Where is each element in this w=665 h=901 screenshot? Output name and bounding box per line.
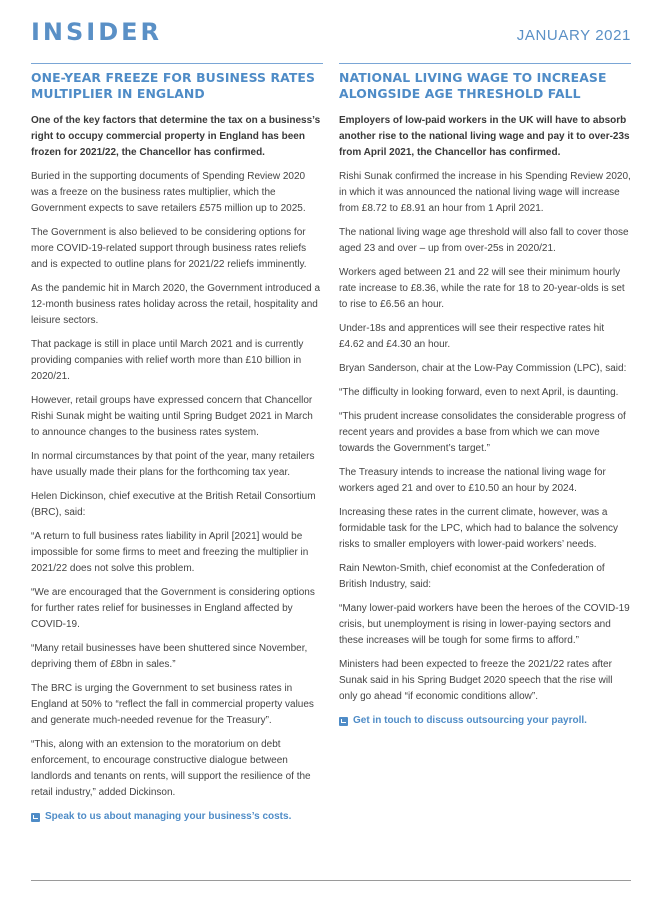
paragraph: “A return to full business rates liability in April [2021] would be impossible for some firms to meet and freezing the multiplier in 2021/22 does not solve this problem. (31, 531, 309, 574)
issue-date: JANUARY 2021 (516, 27, 631, 44)
article-business-rates (31, 63, 323, 825)
paragraph: The national living wage age threshold will also fall to cover those aged 23 and over – up from over-25s in 2020/21. (339, 227, 629, 254)
paragraph: In normal circumstances by that point of the year, many retailers have usually made their plans for the forthcoming tax year. (31, 451, 315, 478)
paragraph: Helen Dickinson, chief executive at the British Retail Consortium (BRC), said: (31, 491, 316, 518)
paragraph: “We are encouraged that the Government is considering options for further rates relief for businesses in England affected by COVID-19. (31, 587, 315, 630)
article-living-wage (339, 63, 631, 729)
paragraph: “This prudent increase consolidates the considerable progress of recent years and provides a base from which we can move towards the Government’s target.” (339, 411, 626, 454)
footer-rule (31, 880, 631, 881)
paragraph: The Government is also believed to be considering options for more COVID-19-related support through business rates reliefs and is expected to outline plans for 2021/22 reliefs imminently. (31, 227, 307, 270)
paragraph: “This, along with an extension to the moratorium on debt enforcement, to encourage constructive dialogue between landlords and tenants on rents, will support the resilience of the retail industry,” added Dickinson. (31, 739, 311, 798)
paragraph: “Many retail businesses have been shuttered since November, depriving them of £8bn in sales.” (31, 643, 308, 670)
paragraph: Increasing these rates in the current climate, however, was a formidable task for the LPC, which had to balance the solvency risks to smaller employers with lower-paid workers’ needs. (339, 507, 619, 550)
paragraph: Buried in the supporting documents of Spending Review 2020 was a freeze on the business rates multiplier, which the Government expects to save retailers £575 million up to 2025. (31, 171, 306, 214)
article-title: ONE-YEAR FREEZE FOR BUSINESS RATES MULTIPLIER IN ENGLAND (31, 70, 316, 101)
arrow-box-icon (339, 717, 348, 726)
paragraph: Under-18s and apprentices will see their respective rates hit £4.62 and £4.30 an hour. (339, 323, 605, 350)
paragraph: Workers aged between 21 and 22 will see their minimum hourly rate increase to £8.36, while the rate for 18 to 20-year-olds is set to rise to £6.56 an hour. (339, 267, 625, 310)
paragraph: Rain Newton-Smith, chief economist at the Confederation of British Industry, said: (339, 563, 605, 590)
cta-label: Speak to us about managing your business’s costs. (45, 811, 292, 822)
paragraph: The BRC is urging the Government to set business rates in England at 50% to “reflect the fall in commercial property values and generate much-needed revenue for the Treasury”. (31, 683, 314, 726)
brand-logo: INSIDER (31, 18, 163, 46)
paragraph: Rishi Sunak confirmed the increase in his Spending Review 2020, in which it was announced the national living wage will increase from £8.72 to £8.91 an hour from 1 April 2021. (339, 171, 631, 214)
article-lead: Employers of low-paid workers in the UK will have to absorb another rise to the national living wage and pay it to over-23s from April 2021, the Chancellor has confirmed. (339, 115, 630, 158)
arrow-box-icon (31, 813, 40, 822)
paragraph: As the pandemic hit in March 2020, the Government introduced a 12-month business rates holiday across the retail, hospitality and leisure sectors. (31, 283, 321, 326)
page-header (31, 18, 631, 50)
article-title: NATIONAL LIVING WAGE TO INCREASE ALONGSIDE AGE THRESHOLD FALL (339, 70, 607, 101)
paragraph: Ministers had been expected to freeze the 2021/22 rates after Sunak said in his Spring Budget 2020 speech that the rise will only go ahead “if economic conditions allow”. (339, 659, 613, 702)
paragraph: However, retail groups have expressed concern that Chancellor Rishi Sunak might be waiting until Spring Budget 2021 in March to announce changes to the business rates system. (31, 395, 313, 438)
paragraph: “The difficulty in looking forward, even to next April, is daunting. (339, 387, 619, 398)
article-lead: One of the key factors that determine the tax on a business’s right to occupy commercial property in England has been frozen for 2021/22, the Chancellor has confirmed. (31, 115, 321, 158)
cta-link-payroll[interactable] (339, 713, 631, 729)
cta-label: Get in touch to discuss outsourcing your payroll. (353, 715, 587, 726)
cta-link-business-costs[interactable] (31, 809, 323, 825)
column-rule (339, 63, 631, 64)
paragraph: That package is still in place until March 2021 and is currently providing companies with relief worth more than £10 billion in 2020/21. (31, 339, 304, 382)
paragraph: “Many lower-paid workers have been the heroes of the COVID-19 crisis, but unemployment is rising in lower-paying sectors and these increases will be tough for some firms to afford.” (339, 603, 630, 646)
paragraph: The Treasury intends to increase the national living wage for workers aged 21 and over to £10.50 an hour by 2024. (339, 467, 606, 494)
paragraph: Bryan Sanderson, chair at the Low-Pay Commission (LPC), said: (339, 363, 627, 374)
column-rule (31, 63, 323, 64)
